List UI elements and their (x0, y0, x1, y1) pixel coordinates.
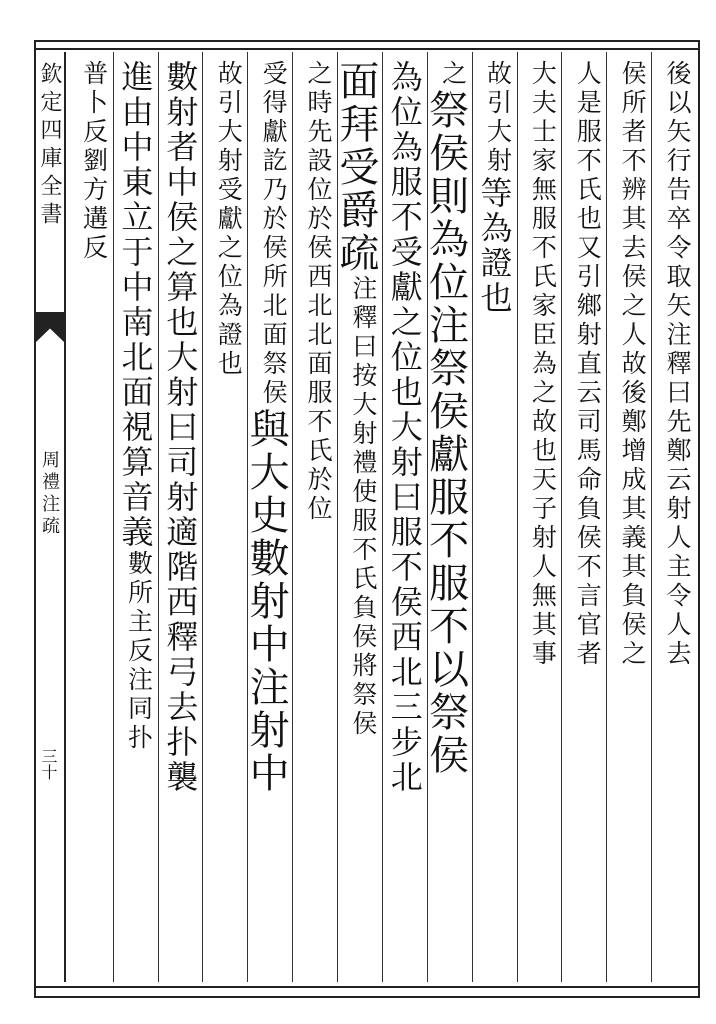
column-text (214, 60, 244, 379)
bottom-rule (34, 986, 700, 988)
text-segment: 注釋曰按大射禮使服不氏負侯將祭侯 (348, 275, 378, 739)
text-column (68, 52, 113, 982)
column-text (385, 60, 424, 795)
column-text (306, 60, 331, 524)
text-segment: 與大史數射中注射中 (243, 408, 290, 795)
text-segment: 人是服不氏也又引鄉射直云司馬命負侯不言官者 (573, 60, 603, 669)
text-column (561, 52, 606, 982)
column-text (618, 60, 648, 669)
column-text (243, 60, 290, 795)
text-column (243, 52, 292, 982)
text-segment: 之 (438, 60, 468, 89)
text-segment: 數射者中侯之算也大射曰司射適階西釋弓去扑襲 (161, 60, 200, 795)
text-column (422, 52, 472, 982)
column-text (475, 60, 514, 316)
text-columns (68, 52, 696, 982)
column-text (665, 60, 690, 669)
margin-title: 欽定四庫全書 (37, 62, 62, 230)
text-column (292, 52, 337, 982)
text-column (606, 52, 651, 982)
text-segment: 故引大射受獻之位為證也 (214, 60, 244, 379)
text-column (202, 52, 247, 982)
column-text (116, 60, 155, 753)
text-column (517, 52, 562, 982)
text-segment: 故引大射 (483, 60, 513, 176)
column-text (161, 60, 200, 795)
column-text (422, 60, 469, 777)
column-text (79, 60, 109, 263)
text-segment: 侯所者不辨其去侯之人故後鄭增成其義其負侯之 (618, 60, 648, 669)
column-text (528, 60, 558, 669)
text-segment: 等為證也 (475, 176, 514, 316)
text-segment: 面拜受爵疏 (332, 60, 379, 275)
margin-section: 周禮注疏 (39, 450, 60, 538)
text-segment: 後以矢行告卒令取矢注釋曰先鄭云射人主令人去 (663, 60, 692, 669)
text-column (472, 52, 517, 982)
text-segment: 之時先設位於侯西北北面服不氏於位 (304, 60, 333, 524)
text-segment: 進由中東立于中南北面視算音義 (116, 60, 155, 550)
text-column (113, 52, 158, 982)
text-segment: 大夫士家無服不氏家臣為之故也天子射人無其事 (528, 60, 558, 669)
column-text (332, 60, 379, 739)
text-column (382, 52, 427, 982)
text-segment: 普卜反劉方遘反 (79, 60, 109, 263)
text-segment: 受得獻訖乃於侯所北面祭侯 (259, 60, 289, 408)
top-rule (34, 48, 700, 50)
text-segment: 為位為服不受獻之位也大射曰服不侯西北三步北 (385, 60, 424, 795)
margin-page-number: 三十 (39, 748, 58, 780)
text-segment: 數所主反注同扑 (124, 550, 154, 753)
column-text (573, 60, 603, 669)
text-column (332, 52, 382, 982)
text-segment: 祭侯則為位注祭侯獻服不服不以祭侯 (422, 89, 469, 777)
text-column (158, 52, 203, 982)
text-column (651, 52, 696, 982)
